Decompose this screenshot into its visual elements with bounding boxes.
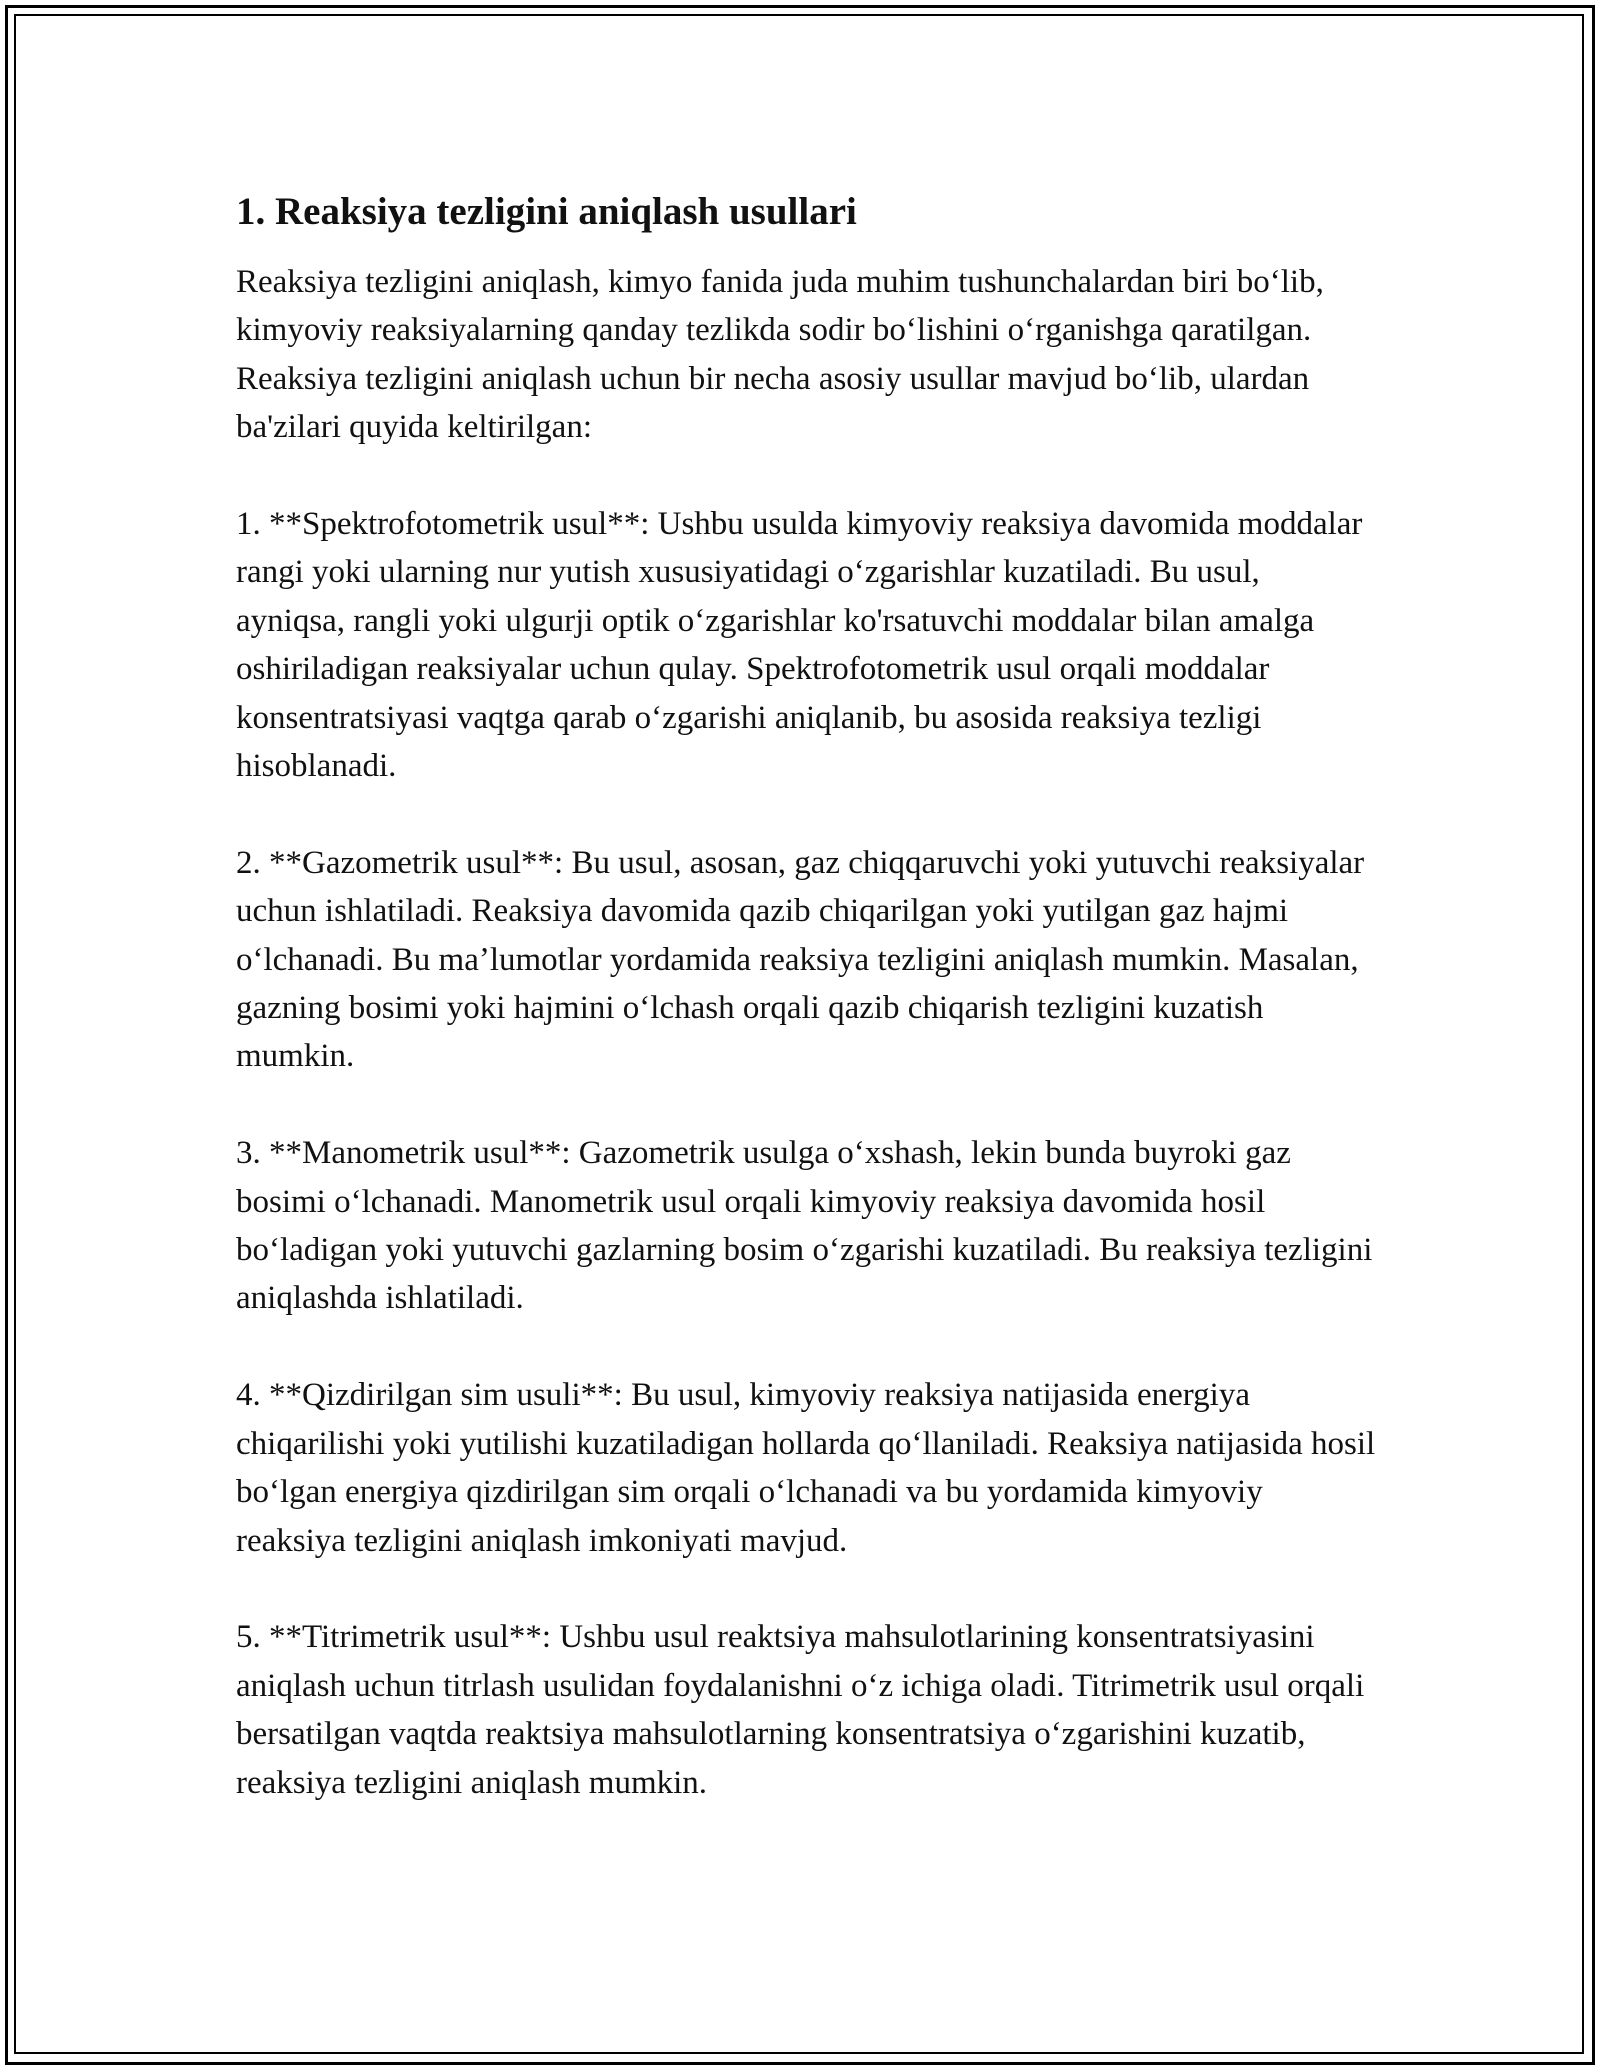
method-manometric-paragraph: 3. **Manometrik usul**: Gazometrik usulga oʻxshash, lekin bunda buyroki gaz bosimi oʻlchanadi. Manometrik usul orqali kimyoviy reaksiya davomida hosil boʻladigan yoki yutuvchi gazlarning bosim oʻzgarishi kuzatiladi. Bu reaksiya tezligini aniqlashda ishlatiladi.: [236, 1135, 1373, 1317]
document-body: [236, 186, 1376, 1855]
method-heated-wire-paragraph: 4. **Qizdirilgan sim usuli**: Bu usul, kimyoviy reaksiya natijasida energiya chiqarilishi yoki yutilishi kuzatiladigan hollarda qoʻllaniladi. Reaksiya natijasida hosil boʻlgan energiya qizdirilgan sim orqali oʻlchanadi va bu yordamida kimyoviy reaksiya tezligini aniqlash imkoniyati mavjud.: [236, 1377, 1376, 1559]
method-spectrophotometric-paragraph: 1. **Spektrofotometrik usul**: Ushbu usulda kimyoviy reaksiya davomida moddalar rangi yoki ularning nur yutish xususiyatidagi oʻzgarishlar kuzatiladi. Bu usul, ayniqsa, rangli yoki ulgurji optik oʻzgarishlar ko'rsatuvchi moddalar bilan amalga oshiriladigan reaksiyalar uchun qulay. Spektrofotometrik usul orqali moddalar konsentratsiyasi vaqtga qarab oʻzgarishi aniqlanib, bu asosida reaksiya tezligi hisoblanadi.: [236, 506, 1363, 785]
section-title: 1. Reaksiya tezligini aniqlash usullari: [236, 190, 857, 233]
intro-paragraph: Reaksiya tezligini aniqlash, kimyo fanida juda muhim tushunchalardan biri boʻlib, kimyoviy reaksiyalarning qanday tezlikda sodir boʻlishini oʻrganishga qaratilgan. Reaksiya tezligini aniqlash uchun bir necha asosiy usullar mavjud boʻlib, ulardan ba'zilari quyida keltirilgan:: [236, 264, 1324, 446]
method-titrimetric-paragraph: 5. **Titrimetrik usul**: Ushbu usul reaktsiya mahsulotlarining konsentratsiyasini aniqlash uchun titrlash usulidan foydalanishni oʻz ichiga oladi. Titrimetrik usul orqali bersatilgan vaqtda reaktsiya mahsulotlarning konsentratsiya oʻzgarishini kuzatib, reaksiya tezligini aniqlash mumkin.: [236, 1619, 1365, 1801]
method-gasometric-paragraph: 2. **Gazometrik usul**: Bu usul, asosan, gaz chiqqaruvchi yoki yutuvchi reaksiyalar uchun ishlatiladi. Reaksiya davomida qazib chiqarilgan yoki yutilgan gaz hajmi oʻlchanadi. Bu maʼlumotlar yordamida reaksiya tezligini aniqlash mumkin. Masalan, gazning bosimi yoki hajmini oʻlchash orqali qazib chiqarish tezligini kuzatish mumkin.: [236, 844, 1365, 1075]
